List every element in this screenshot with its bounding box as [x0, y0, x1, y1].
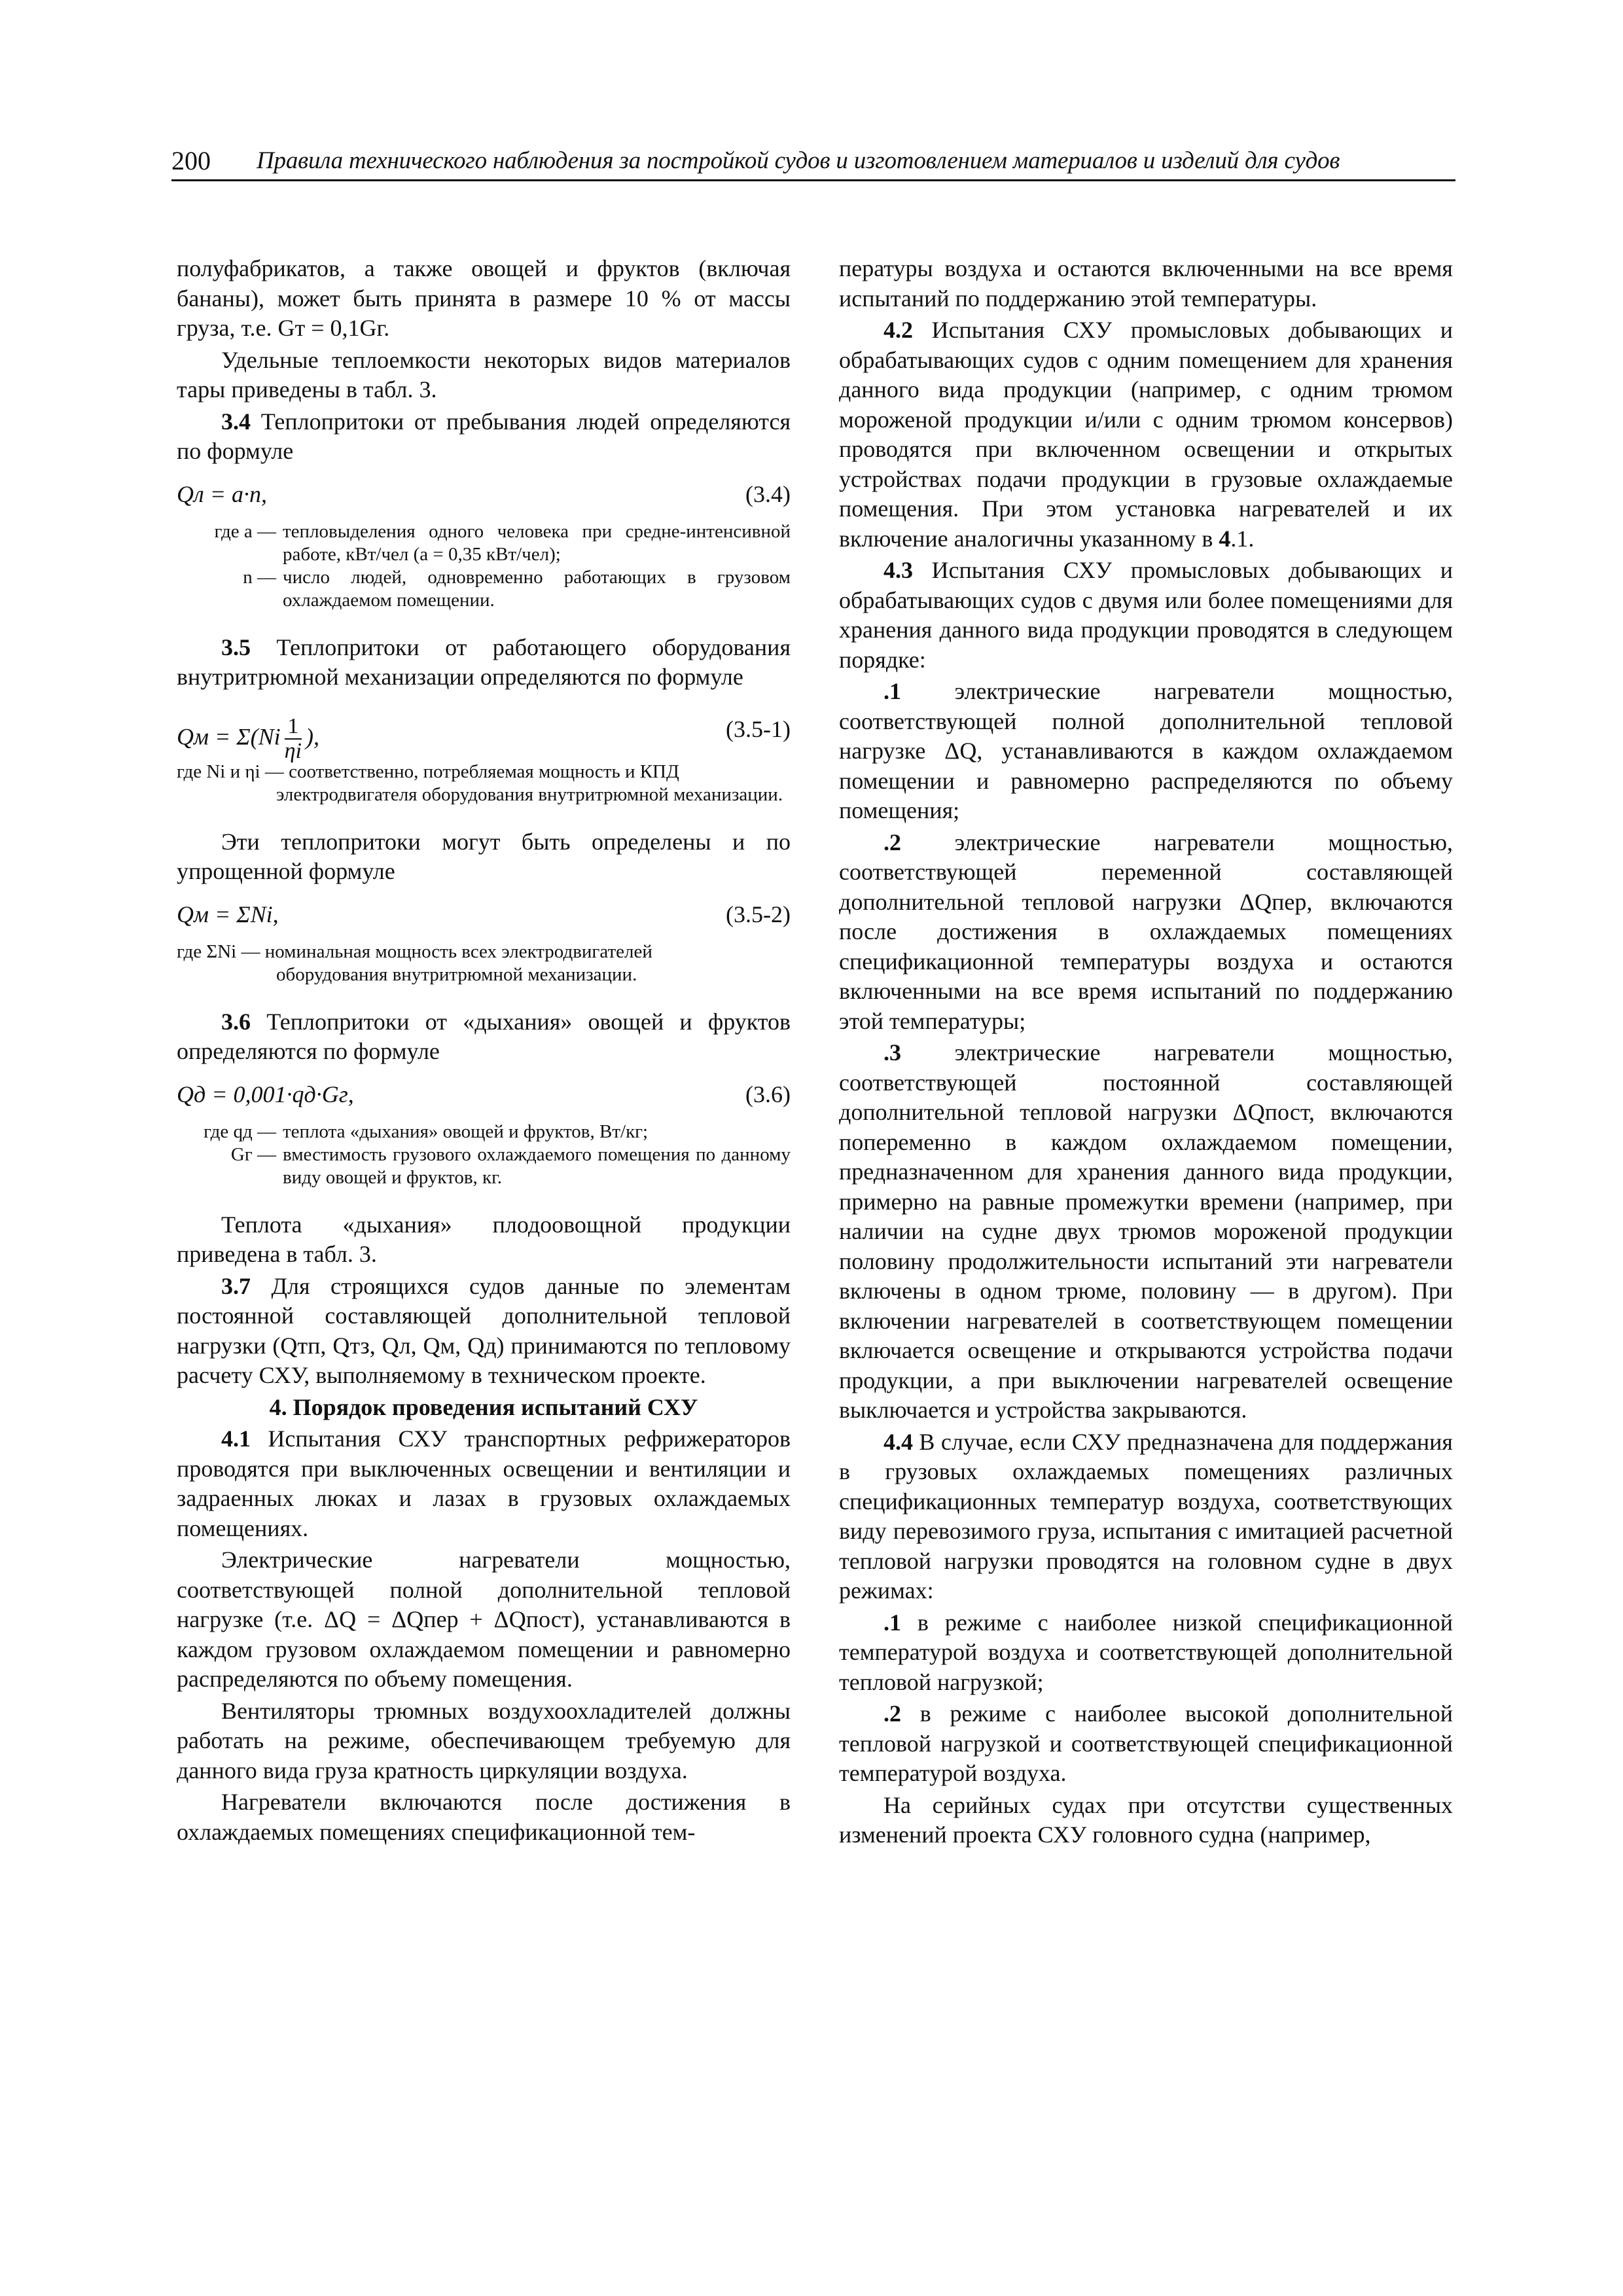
paragraph-text: Теплопритоки от работающего оборудования внутритрюмной механизации определяются по формуле: [177, 634, 791, 690]
formula: Qм = ΣNi,: [177, 901, 279, 927]
clause-number: 3.5: [221, 634, 251, 660]
paragraph-text: Испытания СХУ транспортных рефрижераторов проводятся при выключенных освещении и вентиляции и задраенных люках и лазах в грузовых охлаждаемых помещениях.: [177, 1426, 791, 1541]
item-number: .1: [883, 678, 901, 704]
fraction-numerator: 1: [285, 715, 302, 740]
item-number: .2: [883, 1700, 901, 1727]
formula-legend: [177, 520, 791, 612]
formula-3-6: [177, 1076, 791, 1115]
list-item-3: [839, 1038, 1453, 1426]
clause-number: 4.1: [221, 1426, 251, 1452]
paragraph: На серийных судах при отсутстви существенных изменений проекта СХУ головного судна (например,: [839, 1791, 1453, 1848]
paragraph-text: .1.: [1230, 525, 1255, 552]
left-column: [177, 254, 791, 1849]
list-item-1: [839, 677, 1453, 826]
legend-text: число людей, одновременно работающих в грузовом охлаждаемом помещении.: [283, 566, 791, 611]
list-item-2: [839, 828, 1453, 1037]
formula-number: (3.4): [745, 480, 791, 507]
header-title: Правила технического наблюдения за постройкой судов и изготовлением материалов и изделий для судов: [257, 147, 1340, 174]
formula-3-4: [177, 476, 791, 515]
legend-symbol: n —: [243, 566, 276, 588]
formula-legend: [177, 1121, 791, 1189]
right-column: [839, 254, 1453, 1852]
paragraph-text: Теплопритоки от пребывания людей определяются по формуле: [177, 408, 791, 464]
paragraph-text: Для строящихся судов данные по элементам постоянной составляющей дополнительной тепловой нагрузки (Qтп, Qтз, Qл, Qм, Qд) принимаются по тепловому расчету СХУ, выполняемому в техническом проекте.: [177, 1272, 791, 1388]
clause-number: 3.4: [221, 408, 251, 435]
legend-symbol: Gг —: [230, 1143, 276, 1165]
formula-legend: [177, 761, 791, 806]
clause-number: 3.7: [221, 1272, 251, 1299]
formula-number: (3.6): [745, 1081, 791, 1107]
paragraph-3-5: [177, 633, 791, 692]
item-number: .3: [883, 1039, 901, 1066]
fraction: [285, 715, 302, 763]
item-text: в режиме с наиболее высокой дополнительной тепловой нагрузкой и соответствующей спецификационной температурой воздуха.: [839, 1700, 1453, 1786]
clause-number: 3.6: [221, 1008, 251, 1035]
legend-symbol: где qд —: [204, 1121, 276, 1142]
clause-number: 4.3: [883, 557, 913, 583]
formula-number: (3.5-1): [726, 715, 791, 742]
paragraph: Нагреватели включаются после достижения в охлаждаемых помещениях спецификационной тем-: [177, 1789, 791, 1845]
paragraph: Эти теплопритоки могут быть определены и по упрощенной формуле: [177, 828, 791, 884]
paragraph: пературы воздуха и остаются включенными на все время испытаний по поддержанию этой температуры.: [839, 255, 1453, 312]
list-item-2: [839, 1699, 1453, 1789]
paragraph-3-4: [177, 407, 791, 467]
paragraph-text: Испытания СХУ промысловых добывающих и обрабатывающих судов с одним помещением для хранения данного вида продукции (например, с одним трюмом мороженой продукции и/или с одним трюмом консервов) проводятся при включенном освещении и открытых устройствах подачи продукции в грузовые охлаждаемые помещения. При этом установка нагревателей и их включение аналогичны указанному в: [839, 317, 1453, 552]
legend-text: где Ni и ηi — соответственно, потребляемая мощность и КПД: [177, 761, 679, 782]
item-number: .1: [883, 1609, 901, 1636]
paragraph-text: Испытания СХУ промысловых добывающих и обрабатывающих судов с двумя или более помещениями для хранения данного вида продукции проводятся в следующем порядке:: [839, 557, 1453, 673]
paragraph-3-7: [177, 1272, 791, 1391]
fraction-denominator: ηi: [284, 738, 302, 763]
item-text: электрические нагреватели мощностью, соответствующей полной дополнительной тепловой нагрузке ΔQ, устанавливаются в каждом охлаждаемом помещении и равномерно распределяются по объему помещения;: [839, 678, 1453, 823]
clause-reference: 4: [1219, 525, 1231, 552]
legend-text-continued: электродвигателя оборудования внутритрюмной механизации.: [276, 783, 783, 805]
list-item-1: [839, 1608, 1453, 1698]
legend-symbol: где a —: [214, 520, 276, 542]
page-number: 200: [171, 146, 211, 175]
legend-text: вместимость грузового охлаждаемого помещения по данному виду овощей и фруктов, кг.: [283, 1143, 791, 1188]
formula: [177, 715, 319, 763]
legend-text: теплота «дыхания» овощей и фруктов, Вт/кг;: [283, 1121, 649, 1142]
item-text: электрические нагреватели мощностью, соответствующей переменной составляющей дополнительной тепловой нагрузки ΔQпер, включаются после достижения в охлаждаемых помещениях спецификационной температуры воздуха и остаются включенными на все время испытаний по поддержанию этой температуры;: [839, 829, 1453, 1034]
formula-3-5-1: [177, 702, 791, 763]
formula-legend: [177, 941, 791, 986]
clause-number: 4.2: [883, 317, 913, 343]
formula: Qл = a·n,: [177, 480, 267, 507]
item-number: .2: [883, 829, 901, 855]
clause-number: 4.4: [883, 1428, 913, 1455]
section-heading: 4. Порядок проведения испытаний СХУ: [269, 1393, 698, 1420]
formula-3-5-2: [177, 896, 791, 935]
formula-number: (3.5-2): [726, 901, 791, 927]
paragraph: Электрические нагреватели мощностью, соответствующей полной дополнительной тепловой нагрузке (т.е. ΔQ = ΔQпер + ΔQпост), устанавливаются в каждом грузовом охлаждаемом помещении и равномерно распределяются по объему помещения.: [177, 1547, 791, 1692]
formula-part: ),: [306, 723, 319, 749]
formula-part: Qм = Σ(Ni: [177, 723, 281, 749]
legend-text-continued: оборудования внутритрюмной механизации.: [276, 963, 637, 985]
paragraph: полуфабрикатов, а также овощей и фруктов (включая бананы), может быть принята в размере 10 % от массы груза, т.е. Gт = 0,1Gг.: [177, 255, 791, 341]
legend-text: тепловыделения одного человека при средне-интенсивной работе, кВт/чел (a = 0,35 кВт/чел);: [283, 520, 791, 565]
paragraph-4-2: [839, 315, 1453, 554]
paragraph-text: Теплопритоки от «дыхания» овощей и фруктов определяются по формуле: [177, 1008, 791, 1064]
item-text: электрические нагреватели мощностью, соответствующей постоянной составляющей дополнительной тепловой нагрузки ΔQпост, включаются попеременно в каждом охлаждаемом помещении, предназначенном для хранения данного вида продукции, примерно на равные промежутки времени (например, при наличии на судне двух трюмов мороженой продукции половину продолжительности испытаний эти нагреватели включены в одном трюме, половину — в другом). При включении нагревателей в соответствующем помещении включается освещение и открываются устройства подачи продукции, а при выключении нагревателей освещение выключается и устройства закрываются.: [839, 1039, 1453, 1423]
paragraph-text: В случае, если СХУ предназначена для поддержания в грузовых охлаждаемых помещениях различных спецификационных температур воздуха, соответствующих виду перевозимого груза, испытания с имитацией расчетной тепловой нагрузки проводятся на головном судне в двух режимах:: [839, 1428, 1453, 1604]
paragraph: Теплота «дыхания» плодоовощной продукции приведена в табл. 3.: [177, 1211, 791, 1267]
paragraph: Вентиляторы трюмных воздухоохладителей должны работать на режиме, обеспечивающем требуемую для данного вида груза кратность циркуляции воздуха.: [177, 1697, 791, 1784]
paragraph: Удельные теплоемкости некоторых видов материалов тары приведены в табл. 3.: [177, 346, 791, 403]
paragraph-4-4: [839, 1427, 1453, 1606]
formula: Qд = 0,001·qд·Gг,: [177, 1081, 354, 1107]
item-text: в режиме с наиболее низкой спецификационной температурой воздуха и соответствующей дополнительной тепловой нагрузкой;: [839, 1609, 1453, 1695]
paragraph-4-1: [177, 1424, 791, 1543]
running-header: [171, 145, 1455, 181]
paragraph-3-6: [177, 1007, 791, 1067]
legend-text: где ΣNi — номинальная мощность всех электродвигателей: [177, 941, 652, 962]
paragraph-4-3: [839, 556, 1453, 675]
